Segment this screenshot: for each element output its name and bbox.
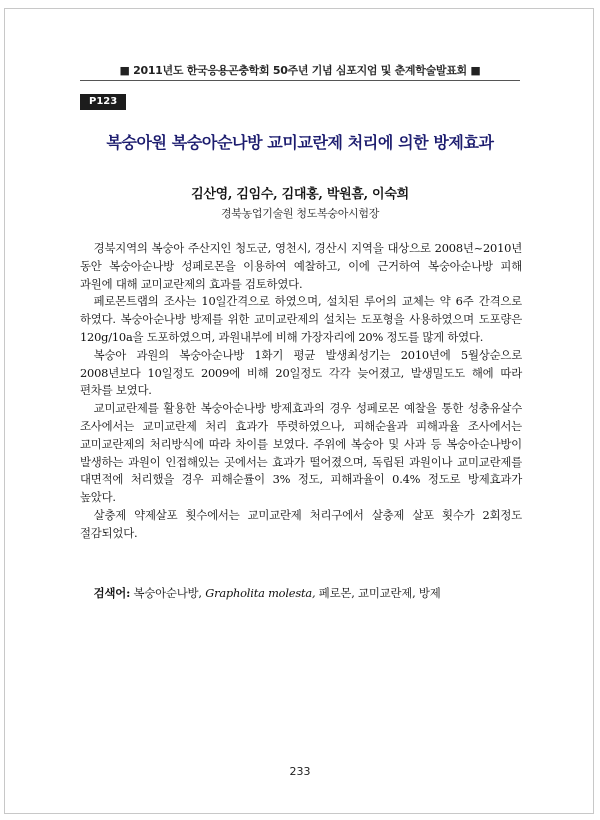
abstract-paragraph: 살충제 약제살포 횟수에서는 교미교란제 처리구에서 살충제 살포 횟수가 2회정도 절감되었다.: [80, 507, 522, 540]
keywords-label: 검색어:: [93, 586, 131, 600]
keywords-text-after: 페로몬, 교미교란제, 방제: [315, 586, 441, 600]
header-rule: [80, 80, 520, 81]
paper-id-badge: P123: [80, 94, 126, 110]
keywords-text-before: 복숭아순나방,: [130, 586, 206, 600]
paper-authors: 김산영, 김임수, 김대홍, 박원흠, 이숙희: [191, 187, 409, 202]
abstract-paragraph: 경북지역의 복숭아 주산지인 청도군, 영천시, 경산시 지역을 대상으로 2008년~2010년 동안 복숭아순나방 성페로몬을 이용하여 예찰하고, 이에 근거하여 복숭아순나방 피해 과원에 대해 교미교란제의 효과를 검토하였다.: [80, 241, 522, 291]
abstract-paragraph: 복숭아 과원의 복숭아순나방 1화기 평균 발생최성기는 2010년에 5월상순으로 2008년보다 10일정도 2009에 비해 20일정도 각각 늦어졌고, 발생밀도도 해에 따라 편차를 보였다.: [80, 347, 522, 398]
keywords-scientific-name: Grapholita molesta,: [205, 586, 316, 600]
abstract-body: [80, 240, 522, 543]
paper-affiliation: 경북농업기술원 청도복숭아시험장: [220, 207, 380, 220]
abstract-paragraph: 페로몬트랩의 조사는 10일간격으로 하였으며, 설치된 루어의 교체는 약 6주 간격으로 하였다. 복숭아순나방 방제를 위한 교미교란제의 설치는 도포형을 사용하였으며 도포량은 120g/10a을 도포하였으며, 과원내부에 비해 가장자리에 20% 정도를 많게 하였다.: [80, 294, 522, 344]
running-header: ■ 2011년도 한국응용곤충학회 50주년 기념 심포지엄 및 춘계학술발표회 ■: [119, 64, 481, 77]
paper-title: 복숭아원 복숭아순나방 교미교란제 처리에 의한 방제효과: [106, 133, 494, 152]
page-number: 233: [289, 765, 311, 778]
keywords-line: [80, 584, 522, 602]
abstract-paragraph: 교미교란제를 활용한 복숭아순나방 방제효과의 경우 성페로몬 예찰을 통한 성충유살수 조사에서는 교미교란제 처리 효과가 뚜렷하였으나, 피해순율과 피해과율 조사에서는 교미교란제의 처리방식에 따라 차이를 보였다. 주위에 복숭아 및 사과 등 복숭아순나방이 발생하는 과원이 인접해있는 곳에서는 효과가 떨어졌으며, 독립된 과원이나 교미교란제를 대면적에 처리했을 경우 피해순률이 3% 정도, 피해과율이 0.4% 정도로 방제효과가 높았다.: [80, 401, 522, 505]
